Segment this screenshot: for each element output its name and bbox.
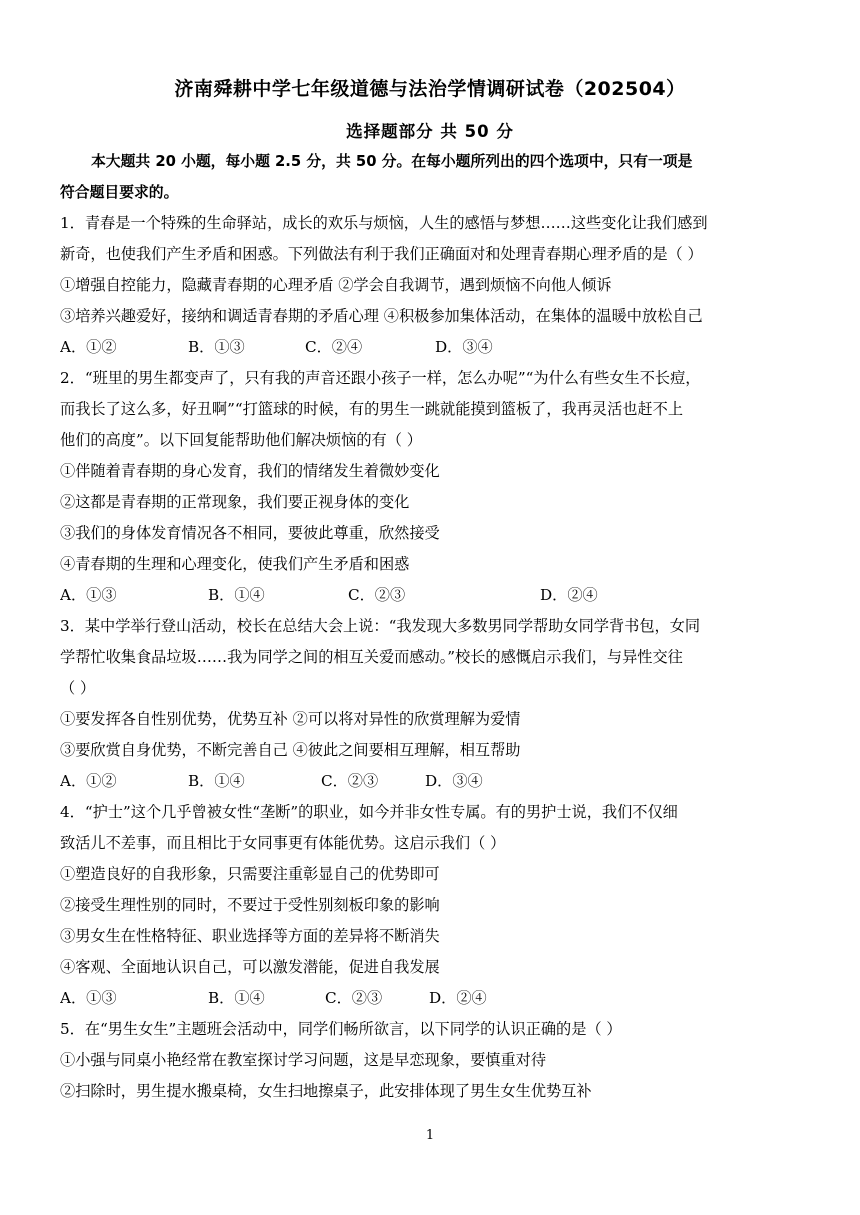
statement: ①小强与同桌小艳经常在教室探讨学习问题，这是早恋现象，要慎重对待 <box>60 1051 546 1069</box>
question-stem: （ ） <box>60 679 96 697</box>
question-stem: 新奇，也使我们产生矛盾和困惑。下列做法有利于我们正确面对和处理青春期心理矛盾的是（ ） <box>60 245 703 263</box>
option-c[interactable]: C．②③ <box>325 989 383 1007</box>
option-c[interactable]: C．②④ <box>305 338 363 356</box>
answer-options <box>60 766 805 797</box>
question-5 <box>60 1014 805 1107</box>
statement: ③我们的身体发育情况各不相同，要彼此尊重，欣然接受 <box>60 524 440 542</box>
exam-title: 济南舜耕中学七年级道德与法治学情调研试卷（202504） <box>174 78 686 100</box>
question-4 <box>60 797 805 1014</box>
option-b[interactable]: B．①④ <box>208 989 265 1007</box>
option-c[interactable]: C．②③ <box>348 586 406 604</box>
option-b[interactable]: B．①④ <box>208 586 265 604</box>
statement: ③培养兴趣爱好，接纳和调适青春期的矛盾心理 ④积极参加集体活动，在集体的温暖中放松自己 <box>60 307 703 325</box>
answer-options <box>60 580 805 611</box>
option-b[interactable]: B．①③ <box>188 338 245 356</box>
page-number: 1 <box>425 1128 435 1143</box>
question-stem: 学帮忙收集食品垃圾……我为同学之间的相互关爱而感动。”校长的感慨启示我们，与异性交往 <box>60 648 683 666</box>
option-a[interactable]: A．①③ <box>60 989 117 1007</box>
question-3 <box>60 611 805 797</box>
statement: ①要发挥各自性别优势，优势互补 ②可以将对异性的欣赏理解为爱情 <box>60 710 521 728</box>
option-a[interactable]: A．①② <box>60 338 117 356</box>
question-stem: 3．某中学举行登山活动，校长在总结大会上说：“我发现大多数男同学帮助女同学背书包，女同 <box>60 617 701 635</box>
statement: ①塑造良好的自我形象，只需要注重彰显自己的优势即可 <box>60 865 440 883</box>
option-d[interactable]: D．②④ <box>429 989 487 1007</box>
option-b[interactable]: B．①④ <box>188 772 245 790</box>
question-stem: 4．“护士”这个几乎曾被女性“垄断”的职业，如今并非女性专属。有的男护士说，我们不仅细 <box>60 803 678 821</box>
question-stem: 1．青春是一个特殊的生命驿站，成长的欢乐与烦恼，人生的感悟与梦想……这些变化让我们感到 <box>60 214 708 232</box>
answer-options <box>60 983 805 1014</box>
option-d[interactable]: D．③④ <box>425 772 483 790</box>
statement: ③要欣赏自身优势，不断完善自己 ④彼此之间要相互理解，相互帮助 <box>60 741 521 759</box>
option-a[interactable]: A．①② <box>60 772 117 790</box>
question-stem: 2．“班里的男生都变声了，只有我的声音还跟小孩子一样，怎么办呢”“为什么有些女生不长痘， <box>60 369 701 387</box>
exam-body <box>60 146 805 1107</box>
statement: ④青春期的生理和心理变化，使我们产生矛盾和困惑 <box>60 555 410 573</box>
option-d[interactable]: D．②④ <box>540 586 598 604</box>
option-a[interactable]: A．①③ <box>60 586 117 604</box>
statement: ②接受生理性别的同时，不要过于受性别刻板印象的影响 <box>60 896 440 914</box>
statement: ②这都是青春期的正常现象，我们要正视身体的变化 <box>60 493 410 511</box>
question-2 <box>60 363 805 611</box>
section-heading: 选择题部分 共 50 分 <box>346 122 514 141</box>
statement: ④客观、全面地认识自己，可以激发潜能，促进自我发展 <box>60 958 440 976</box>
question-stem: 他们的高度”。以下回复能帮助他们解决烦恼的有（ ） <box>60 431 422 449</box>
instructions-line-1: 本大题共 20 小题，每小题 2.5 分，共 50 分。在每小题所列出的四个选项中，只有一项是 <box>91 153 693 170</box>
question-stem: 而我长了这么多，好丑啊”“打篮球的时候，有的男生一跳就能摸到篮板了，我再灵活也赶不上 <box>60 400 684 418</box>
statement: ③男女生在性格特征、职业选择等方面的差异将不断消失 <box>60 927 440 945</box>
question-stem: 5．在“男生女生”主题班会活动中，同学们畅所欲言，以下同学的认识正确的是（ ） <box>60 1020 622 1038</box>
option-d[interactable]: D．③④ <box>435 338 493 356</box>
option-c[interactable]: C．②③ <box>321 772 379 790</box>
answer-options <box>60 332 805 363</box>
statement: ①伴随着青春期的身心发育，我们的情绪发生着微妙变化 <box>60 462 440 480</box>
question-1 <box>60 208 805 363</box>
question-stem: 致活儿不差事，而且相比于女同事更有体能优势。这启示我们（ ） <box>60 834 506 852</box>
statement: ②扫除时，男生提水搬桌椅，女生扫地擦桌子，此安排体现了男生女生优势互补 <box>60 1082 592 1100</box>
instructions-line-2: 符合题目要求的。 <box>60 184 179 201</box>
statement: ①增强自控能力，隐藏青春期的心理矛盾 ②学会自我调节，遇到烦恼不向他人倾诉 <box>60 276 612 294</box>
